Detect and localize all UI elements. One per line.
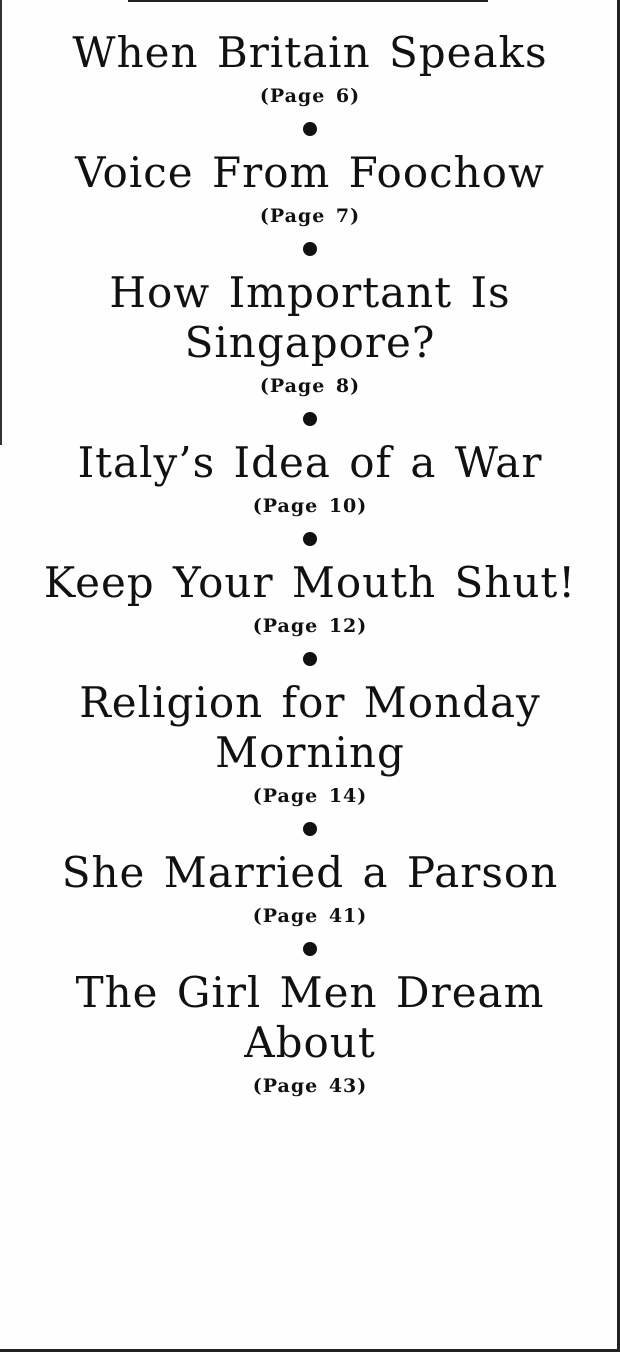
page-reference: (Page 41) [252, 905, 368, 927]
article-title: Italy’s Idea of a War [77, 438, 543, 487]
bullet-dot-icon [303, 532, 317, 546]
toc-entry [10, 148, 610, 228]
toc-entry [10, 268, 610, 398]
bullet-dot-icon [303, 242, 317, 256]
page-reference: (Page 14) [252, 785, 368, 807]
page-reference: (Page 43) [252, 1075, 368, 1097]
article-title: How Important Is Singapore? [109, 268, 511, 367]
page-reference: (Page 8) [259, 375, 361, 397]
bullet-dot-icon [303, 412, 317, 426]
page-reference: (Page 6) [259, 85, 361, 107]
table-of-contents [0, 28, 620, 1098]
toc-entry [10, 848, 610, 928]
toc-entry [10, 968, 610, 1098]
page-reference: (Page 7) [259, 205, 361, 227]
toc-entry [10, 28, 610, 108]
toc-entry [10, 438, 610, 518]
toc-entry [10, 678, 610, 808]
article-title: When Britain Speaks [72, 28, 548, 77]
bullet-dot-icon [303, 122, 317, 136]
bullet-dot-icon [303, 822, 317, 836]
article-title: Religion for Monday Morning [79, 678, 541, 777]
article-title: The Girl Men Dream About [75, 968, 545, 1067]
bullet-dot-icon [303, 942, 317, 956]
article-title: She Married a Parson [61, 848, 559, 897]
bullet-dot-icon [303, 652, 317, 666]
page-reference: (Page 10) [252, 495, 368, 517]
page-reference: (Page 12) [252, 615, 368, 637]
article-title: Voice From Foochow [75, 148, 545, 197]
toc-entry [10, 558, 610, 638]
article-title: Keep Your Mouth Shut! [43, 558, 577, 607]
top-border-rule [128, 0, 488, 2]
